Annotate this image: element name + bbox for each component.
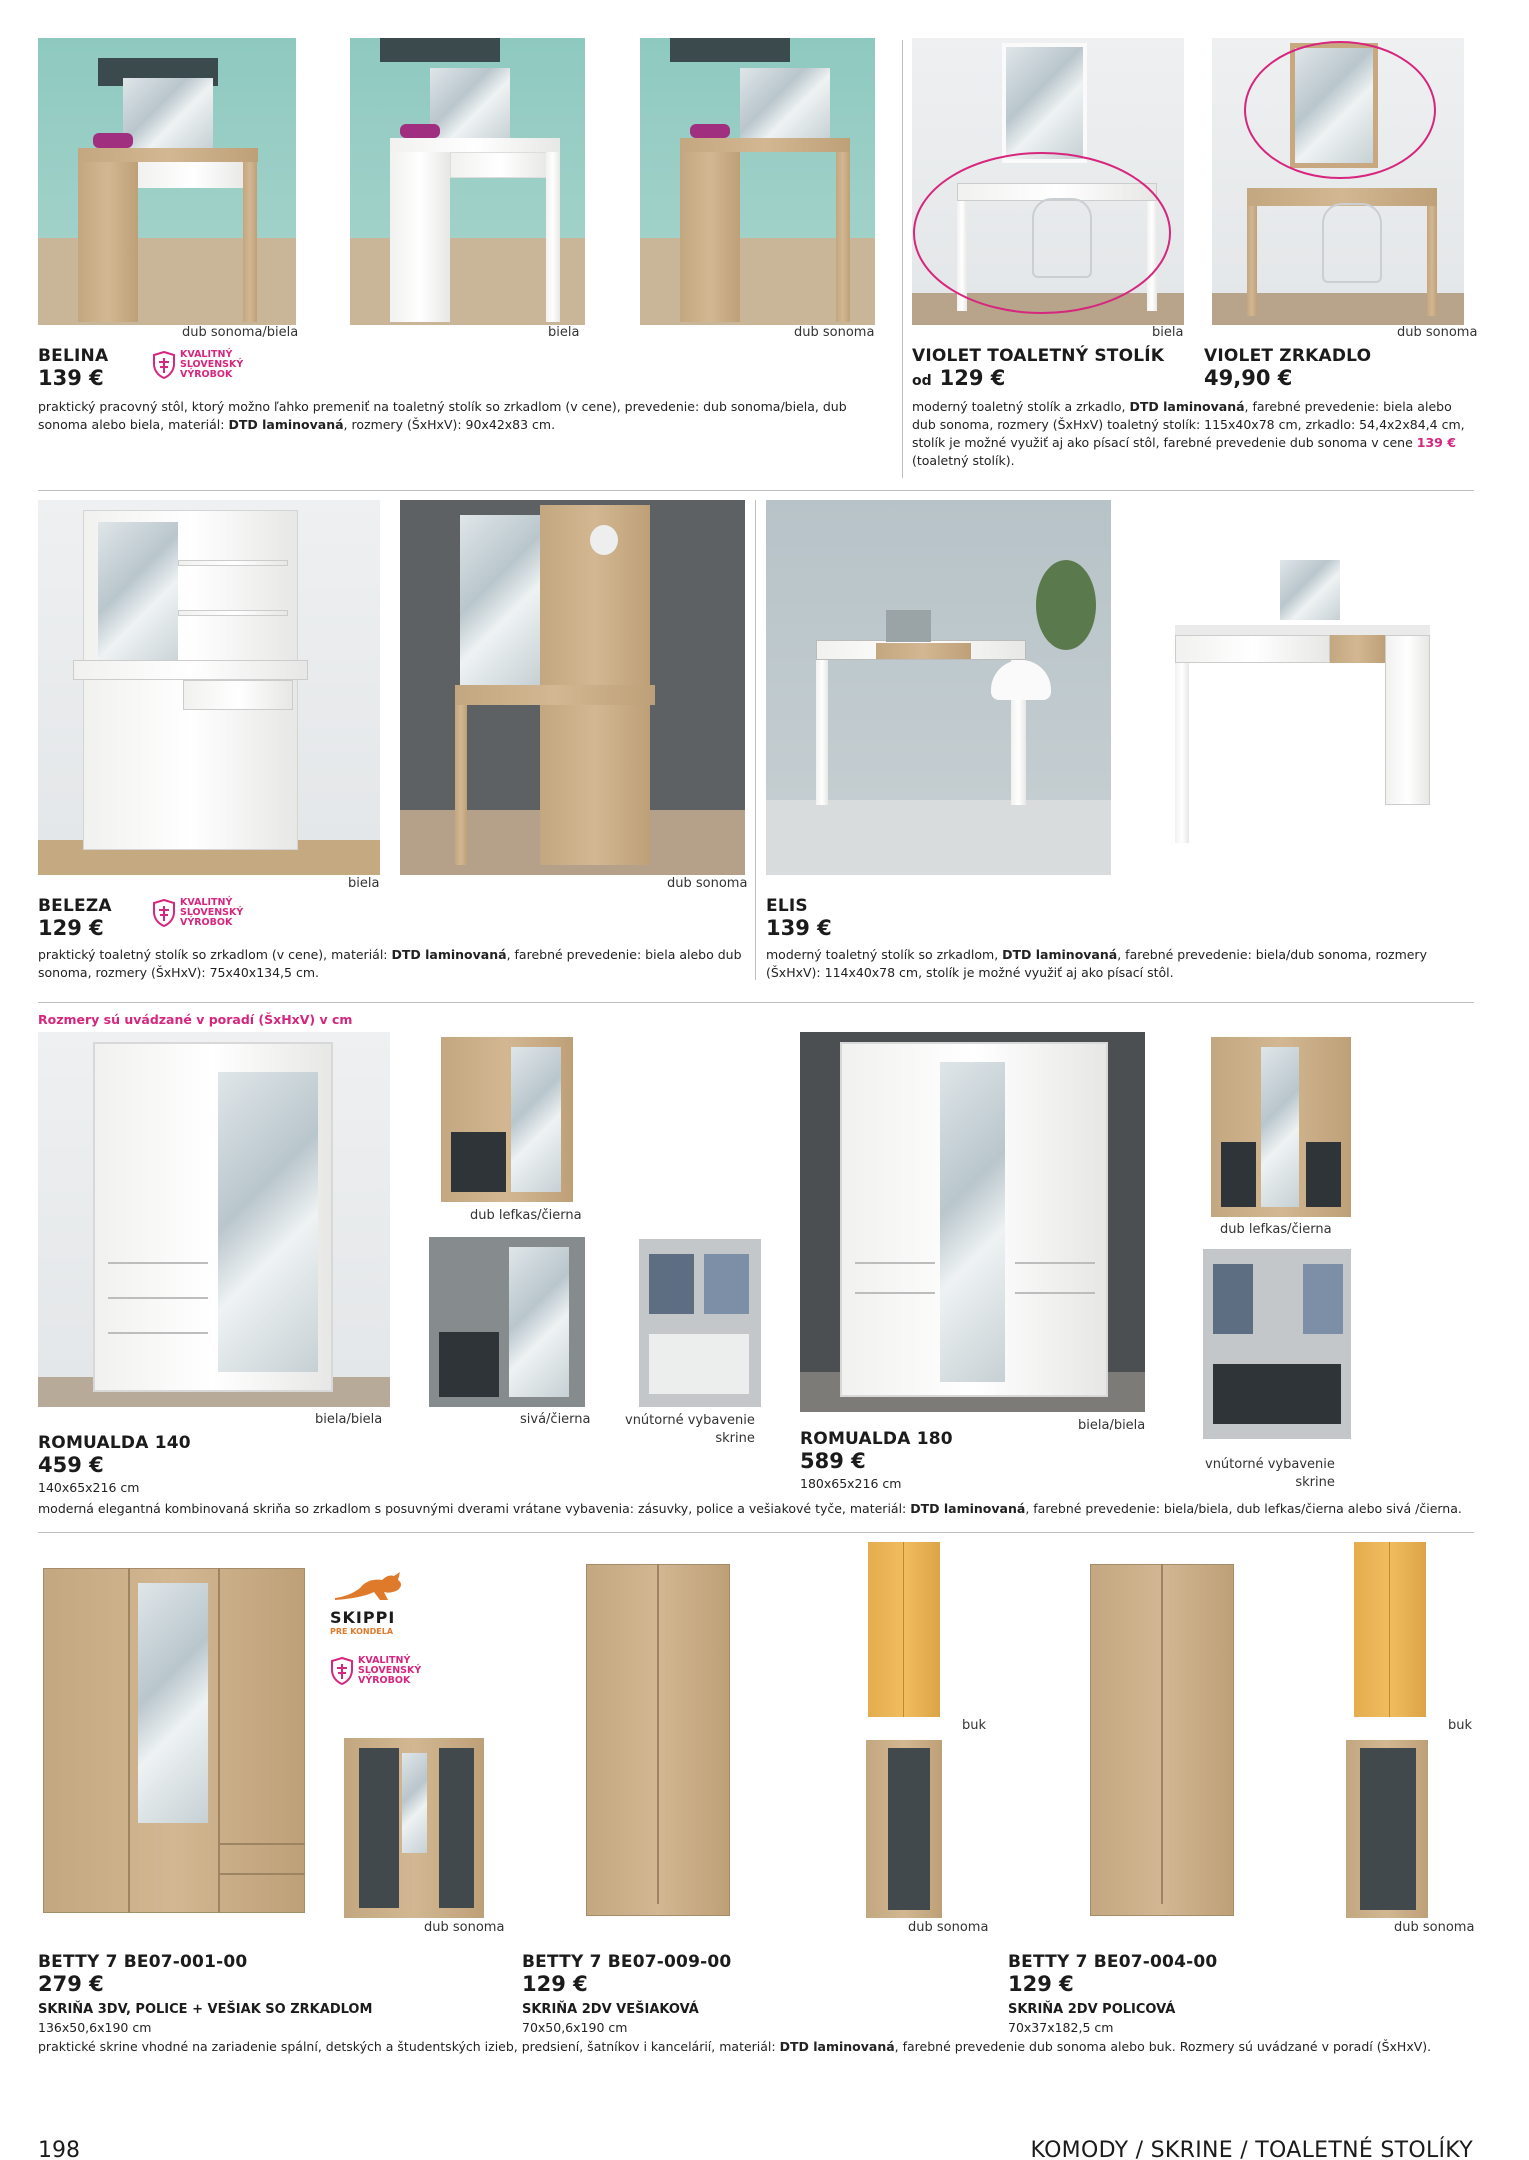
belina-description: praktický pracovný stôl, ktorý možno ľahko premeniť na toaletný stolík so zrkadlom (v cene), prevedenie: dub sonoma/biela, dub sonoma alebo biela, materiál: DTD laminovaná, rozmery (ŠxHxV): 90x42x83 cm. xyxy=(38,399,847,432)
romualda140-photo-main xyxy=(38,1032,390,1407)
betty2-name: BETTY 7 BE07-009-00 xyxy=(522,1952,732,1972)
betty3-dims: 70x37x182,5 cm xyxy=(1008,2020,1114,2035)
beleza-caption-2: dub sonoma xyxy=(667,876,748,891)
romualda180-photo-lefkas xyxy=(1206,1032,1356,1222)
beleza-price: 129 € xyxy=(38,916,104,940)
slovak-shield-icon xyxy=(152,899,176,927)
beleza-photo-oak xyxy=(400,500,745,875)
romualda180-dims: 180x65x216 cm xyxy=(800,1476,902,1491)
divider-vertical xyxy=(755,500,756,980)
romualda-description: moderná elegantná kombinovaná skriňa so zrkadlom s posuvnými dverami vrátane vybavenia: zásuvky, police a vešiakové tyče, materiál: DTD laminovaná, farebné prevedenie: biela/biela, dub lefkas/čierna alebo sivá /čierna. xyxy=(38,1501,1462,1516)
betty1-caption: dub sonoma xyxy=(424,1920,505,1935)
violet-description: moderný toaletný stolík a zrkadlo, DTD laminovaná, farebné prevedenie: biela alebo dub sonoma, rozmery (ŠxHxV) toaletný stolík: 115x40x78 cm, zrkadlo: 54,4x2x84,4 cm, stolík je možné využiť aj ako písací stôl, farebné prevedenie dub sonoma v cene 139 € (toaletný stolík). xyxy=(912,399,1465,468)
violet-mirror-price: 49,90 € xyxy=(1204,366,1293,390)
violet-table-price: od 129 € xyxy=(912,366,1006,390)
violet-mirror-name: VIOLET ZRKADLO xyxy=(1204,346,1372,366)
betty-description: praktické skrine vhodné na zariadenie spální, detských a študentských izieb, predsiení, šatníkov i kancelárií, materiál: DTD laminovaná, farebné prevedenie dub sonoma alebo buk. Rozmery sú uvádzané v poradí (ŠxHxV). xyxy=(38,2039,1432,2054)
betty1-photo-closed xyxy=(38,1558,313,1918)
violet-photo-white xyxy=(912,38,1184,325)
violet-table-name: VIOLET TOALETNÝ STOLÍK xyxy=(912,346,1165,366)
highlight-circle xyxy=(912,128,1184,325)
violet-caption-2: dub sonoma xyxy=(1397,325,1478,340)
betty3-caption-beech: buk xyxy=(1448,1718,1473,1733)
divider-row2 xyxy=(38,1002,1474,1003)
betty2-price: 129 € xyxy=(522,1972,588,1996)
betty1-dims: 136x50,6x190 cm xyxy=(38,2020,152,2035)
skippi-logo: SKIPPI PRE KONDELA xyxy=(330,1568,440,1636)
betty3-caption-oak: dub sonoma xyxy=(1394,1920,1475,1935)
kangaroo-icon xyxy=(330,1568,410,1604)
romualda140-caption-interior: vnútorné vybavenie skrine xyxy=(625,1413,755,1446)
slovak-shield-icon xyxy=(330,1657,354,1685)
beleza-description: praktický toaletný stolík so zrkadlom (v cene), materiál: DTD laminovaná, farebné prevedenie: biela alebo dub sonoma, rozmery (ŠxHxV): 75x40x134,5 cm. xyxy=(38,947,742,980)
romualda140-price: 459 € xyxy=(38,1453,104,1477)
romualda180-caption-interior: vnútorné vybavenie skrine xyxy=(1205,1457,1335,1490)
betty2-caption-beech: buk xyxy=(962,1718,987,1733)
betty3-name: BETTY 7 BE07-004-00 xyxy=(1008,1952,1218,1972)
romualda180-price: 589 € xyxy=(800,1449,866,1473)
betty2-caption-oak: dub sonoma xyxy=(908,1920,989,1935)
elis-price: 139 € xyxy=(766,916,832,940)
belina-caption-2: biela xyxy=(548,325,580,340)
romualda180-photo-main xyxy=(800,1032,1145,1412)
elis-photo-room xyxy=(766,500,1111,875)
betty1-price: 279 € xyxy=(38,1972,104,1996)
dimensions-note: Rozmery sú uvádzané v poradí (ŠxHxV) v cm xyxy=(38,1012,353,1027)
romualda140-photo-interior xyxy=(634,1234,766,1412)
elis-description: moderný toaletný stolík so zrkadlom, DTD laminovaná, farebné prevedenie: biela/dub sonoma, rozmery (ŠxHxV): 114x40x78 cm, stolík je možné využiť aj ako písací stôl. xyxy=(766,947,1427,980)
divider-row1 xyxy=(38,490,1474,491)
romualda140-caption-white: biela/biela xyxy=(315,1412,383,1427)
betty2-photo-open xyxy=(866,1740,942,1918)
belina-name: BELINA xyxy=(38,346,109,366)
romualda180-photo-interior xyxy=(1198,1244,1356,1444)
betty1-subtitle: SKRIŇA 3DV, POLICE + VEŠIAK SO ZRKADLOM xyxy=(38,2002,373,2017)
romualda140-caption-grey: sivá/čierna xyxy=(520,1412,591,1427)
beleza-name: BELEZA xyxy=(38,896,112,916)
betty2-dims: 70x50,6x190 cm xyxy=(522,2020,628,2035)
romualda140-photo-grey xyxy=(424,1232,590,1412)
divider-row3 xyxy=(38,1532,1474,1533)
elis-photo-product xyxy=(1150,530,1450,860)
betty2-photo-beech xyxy=(868,1542,940,1717)
elis-name: ELIS xyxy=(766,896,808,916)
romualda140-caption-lefkas: dub lefkas/čierna xyxy=(470,1208,582,1223)
romualda180-caption-lefkas: dub lefkas/čierna xyxy=(1220,1222,1332,1237)
belina-photo-white xyxy=(350,38,585,325)
betty1-photo-open xyxy=(344,1738,484,1918)
beleza-photo-white xyxy=(38,500,380,875)
highlight-circle xyxy=(1212,38,1464,198)
beleza-caption-1: biela xyxy=(348,876,380,891)
quality-badge: KVALITNÝ SLOVENSKÝ VÝROBOK xyxy=(152,898,243,928)
belina-photo-oak-white xyxy=(38,38,296,325)
violet-caption-1: biela xyxy=(1152,325,1184,340)
betty2-subtitle: SKRIŇA 2DV VEŠIAKOVÁ xyxy=(522,2002,699,2017)
page-number: 198 xyxy=(38,2138,80,2160)
romualda140-dims: 140x65x216 cm xyxy=(38,1480,140,1495)
romualda140-photo-lefkas xyxy=(436,1032,578,1207)
betty3-subtitle: SKRIŇA 2DV POLICOVÁ xyxy=(1008,2002,1176,2017)
belina-price: 139 € xyxy=(38,366,104,390)
belina-photo-oak xyxy=(640,38,875,325)
romualda140-name: ROMUALDA 140 xyxy=(38,1433,191,1453)
quality-badge: KVALITNÝ SLOVENSKÝ VÝROBOK xyxy=(152,350,243,380)
divider-vertical xyxy=(902,40,903,478)
betty3-photo-beech xyxy=(1354,1542,1426,1717)
violet-photo-oak xyxy=(1212,38,1464,325)
betty3-photo-oak xyxy=(1086,1562,1238,1918)
betty2-photo-oak xyxy=(582,1562,734,1918)
slovak-shield-icon xyxy=(152,351,176,379)
belina-caption-1: dub sonoma/biela xyxy=(182,325,299,340)
romualda180-name: ROMUALDA 180 xyxy=(800,1429,953,1449)
romualda180-caption-white: biela/biela xyxy=(1078,1418,1146,1433)
betty3-price: 129 € xyxy=(1008,1972,1074,1996)
quality-badge: KVALITNÝ SLOVENSKÝ VÝROBOK xyxy=(330,1656,421,1686)
betty3-photo-open xyxy=(1346,1740,1428,1918)
category-title: KOMODY / SKRINE / TOALETNÉ STOLÍKY xyxy=(1030,2138,1473,2160)
betty1-name: BETTY 7 BE07-001-00 xyxy=(38,1952,248,1972)
belina-caption-3: dub sonoma xyxy=(794,325,875,340)
